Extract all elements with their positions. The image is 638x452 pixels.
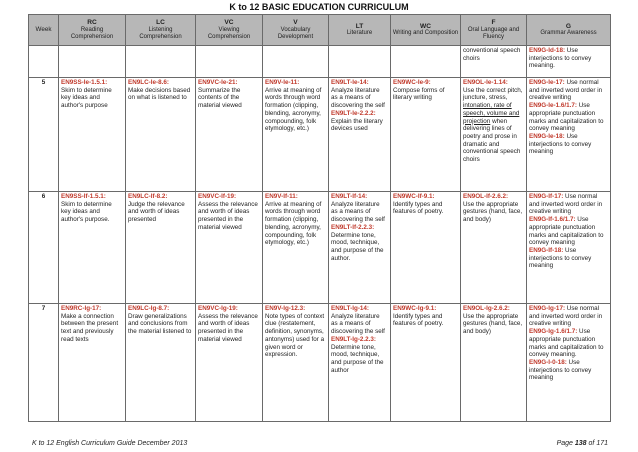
grammar-cell: EN9G-Ig-17: Use normal and inverted word order in creative writing EN9G-Ig-1.6/1.7: Use appropriate punctuation marks and capitalization to convey meaning. EN9G-I-0-18: Use interjections to convey meaning [527,304,611,422]
week-number: 6 [29,192,59,304]
carry-grammar-cell: EN9G-Id-18: Use interjections to convey meaning. [527,46,611,78]
footer-page-number: Page 138 of 171 [556,440,608,447]
viewing-cell: EN9VC-Ie-21: Summarize the contents of the material viewed [196,78,263,192]
week-number: 7 [29,304,59,422]
listening-cell: EN9LC-If-8.2: Judge the relevance and worth of ideas presented [126,192,196,304]
header-week: Week [29,15,59,46]
listening-cell: EN9LC-Ie-8.6: Make decisions based on what is listened to [126,78,196,192]
listening-cell: EN9LC-Ig-8.7: Draw generalizations and conclusions from the material listened to [126,304,196,422]
header-grammar-awareness: G Grammar Awareness [527,15,611,46]
header-vocabulary-development: V Vocabulary Development [263,15,329,46]
oral-cell: EN9OL-Ie-1.14: Use the correct pitch, juncture, stress, intonation, rate of speech, volume and projection when delivering lines of poetry and prose in dramatic and conventional speech choirs [461,78,527,192]
viewing-cell: EN9VC-Ig-19: Assess the relevance and worth of ideas presented in the material viewed [196,304,263,422]
literature-cell: EN9LT-If-14: Analyze literature as a means of discovering the self EN9LT-If-2.2.3: Determine tone, mood, technique, and purpose of the author. [329,192,391,304]
week-number: 5 [29,78,59,192]
header-row [29,15,611,46]
writing-cell: EN9WC-If-9.1: Identify types and features of poetry. [391,192,461,304]
header-listening-comprehension: LC Listening Comprehension [126,15,196,46]
header-writing-composition: WC Writing and Composition [391,15,461,46]
document-title: K to 12 BASIC EDUCATION CURRICULUM [229,2,409,12]
writing-cell: EN9WC-Ig-9.1: Identify types and features of poetry. [391,304,461,422]
carry-over-row [29,46,611,78]
reading-cell: EN9SS-Ie-1.5.1: Skim to determine key ideas and author's purpose [59,78,126,192]
header-viewing-comprehension: VC Viewing Comprehension [196,15,263,46]
table-row-week-5 [29,78,611,192]
footer-document-name: K to 12 English Curriculum Guide December 2013 [32,440,188,447]
grammar-cell: EN9G-If-17: Use normal and inverted word order in creative writing EN9G-If-1.6/1.7: Use appropriate punctuation marks and capitalization to convey meaning EN9G-If-18: Use interjections to convey meaning [527,192,611,304]
carry-oral-cell: conventional speech choirs [461,46,527,78]
table-row-week-6 [29,192,611,304]
curriculum-table [28,14,611,422]
reading-cell: EN9SS-If-1.5.1: Skim to determine key ideas and author's purpose. [59,192,126,304]
viewing-cell: EN9VC-If-19: Assess the relevance and worth of ideas presented in the material viewed [196,192,263,304]
writing-cell: EN9WC-Ie-9: Compose forms of literary writing [391,78,461,192]
literature-cell: EN9LT-Ig-14: Analyze literature as a means of discovering the self EN9LT-Ig-2.2.3: Determine tone, mood, technique, and purpose of the author [329,304,391,422]
header-reading-comprehension: RC Reading Comprehension [59,15,126,46]
vocabulary-cell: EN9V-Ie-11: Arrive at meaning of words through word formation (clipping, blending, acronymy, compounding, folk etymology, etc.) [263,78,329,192]
header-literature: LT Literature [329,15,391,46]
table-row-week-7 [29,304,611,422]
vocabulary-cell: EN9V-If-11: Arrive at meaning of words through word formation (clipping, blending, acronymy, compounding, folk etymology, etc.) [263,192,329,304]
vocabulary-cell: EN9V-Ig-12.3: Note types of context clue (restatement, definition, synonyms, antonyms) used for a given word or expression. [263,304,329,422]
grammar-cell: EN9G-Ie-17: Use normal and inverted word order in creative writing EN9G-Ie-1.6/1.7: Use appropriate punctuation marks and capitalization to convey meaning EN9G-Ie-18: Use interjections to convey meaning [527,78,611,192]
oral-cell: EN9OL-Ig-2.6.2: Use the appropriate gestures (hand, face, and body) [461,304,527,422]
reading-cell: EN9RC-Ig-17: Make a connection between the present text and previously read texts [59,304,126,422]
literature-cell: EN9LT-Ie-14: Analyze literature as a means of discovering the self EN9LT-Ie-2.2.2: Explain the literary devices used [329,78,391,192]
oral-cell: EN9OL-If-2.6.2: Use the appropriate gestures (hand, face, and body) [461,192,527,304]
header-oral-language: F Oral Language and Fluency [461,15,527,46]
